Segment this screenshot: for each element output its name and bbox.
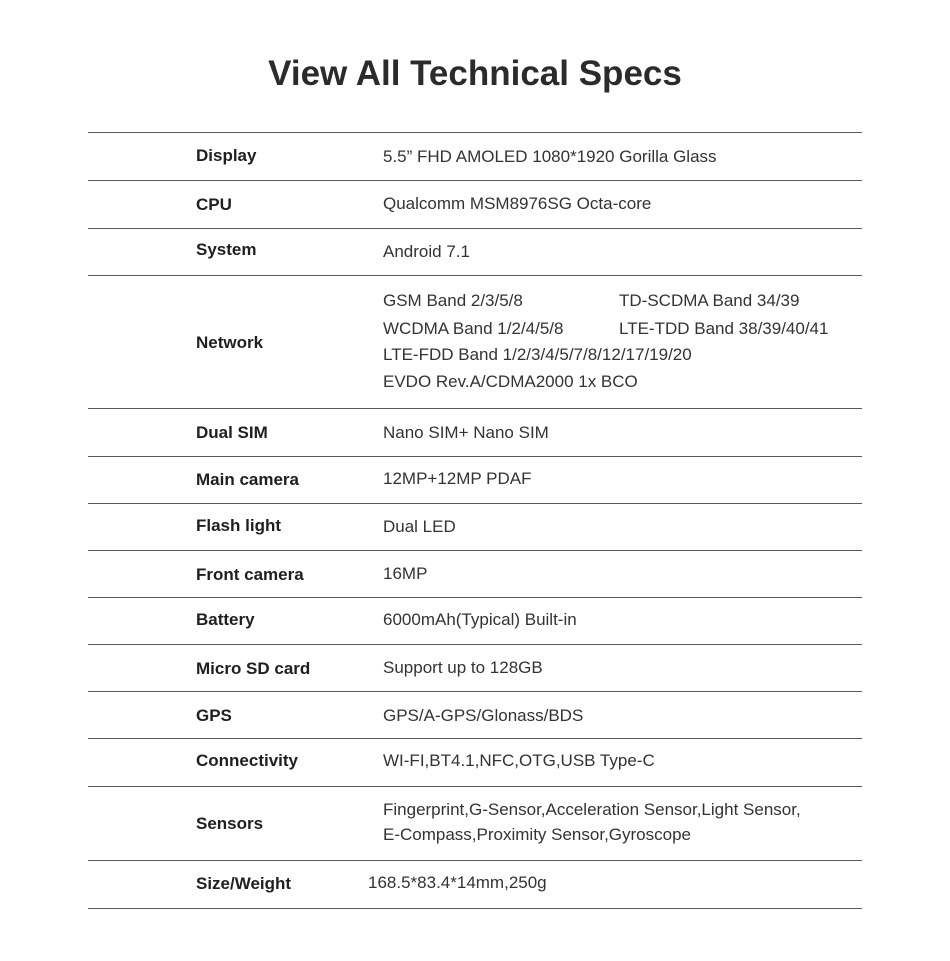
network-td-scdma: TD-SCDMA Band 34/39 xyxy=(619,291,800,310)
page-title: View All Technical Specs xyxy=(268,54,682,93)
sensors-line-2: E-Compass,Proximity Sensor,Gyroscope xyxy=(383,825,691,844)
spec-label: Main camera xyxy=(196,470,299,489)
spec-row-connectivity xyxy=(88,739,862,787)
spec-row-front-camera xyxy=(88,551,862,598)
spec-row-battery xyxy=(88,598,862,645)
spec-label: Network xyxy=(196,333,264,352)
spec-label: Flash light xyxy=(196,516,281,535)
spec-table xyxy=(88,132,862,909)
spec-row-micro-sd xyxy=(88,645,862,692)
spec-row-network xyxy=(88,276,862,409)
spec-value: 12MP+12MP PDAF xyxy=(383,469,532,488)
network-evdo: EVDO Rev.A/CDMA2000 1x BCO xyxy=(383,372,638,391)
network-lte-fdd: LTE-FDD Band 1/2/3/4/5/7/8/12/17/19/20 xyxy=(383,345,692,364)
sensors-line-1: Fingerprint,G-Sensor,Acceleration Sensor,Light Sensor, xyxy=(383,800,801,819)
spec-row-size-weight xyxy=(88,861,862,909)
spec-label: Connectivity xyxy=(196,751,299,770)
network-gsm: GSM Band 2/3/5/8 xyxy=(383,291,523,310)
spec-value: Nano SIM+ Nano SIM xyxy=(383,423,549,442)
spec-value: WI-FI,BT4.1,NFC,OTG,USB Type-C xyxy=(383,751,655,770)
spec-label: Dual SIM xyxy=(196,423,268,442)
spec-row-sensors xyxy=(88,787,862,861)
network-wcdma: WCDMA Band 1/2/4/5/8 xyxy=(383,319,564,338)
spec-row-dual-sim xyxy=(88,409,862,457)
spec-value: Android 7.1 xyxy=(383,242,470,261)
spec-value: 5.5” FHD AMOLED 1080*1920 Gorilla Glass xyxy=(383,147,717,166)
spec-value: GPS/A-GPS/Glonass/BDS xyxy=(383,706,584,725)
spec-row-system xyxy=(88,229,862,276)
spec-value: Qualcomm MSM8976SG Octa-core xyxy=(383,194,652,213)
spec-label: Size/Weight xyxy=(196,874,292,893)
spec-label: Front camera xyxy=(196,565,304,584)
spec-label: GPS xyxy=(196,706,232,725)
spec-label: Sensors xyxy=(196,814,264,833)
spec-row-display xyxy=(88,133,862,181)
spec-value: Dual LED xyxy=(383,517,456,536)
spec-value: Support up to 128GB xyxy=(383,658,543,677)
spec-value: 16MP xyxy=(383,564,428,583)
spec-row-flash-light xyxy=(88,504,862,551)
spec-value: 168.5*83.4*14mm,250g xyxy=(368,873,547,892)
spec-label: System xyxy=(196,240,257,259)
spec-label: Battery xyxy=(196,610,255,629)
spec-row-gps xyxy=(88,692,862,739)
spec-label: CPU xyxy=(196,195,232,214)
network-lte-tdd: LTE-TDD Band 38/39/40/41 xyxy=(619,319,829,338)
spec-row-cpu xyxy=(88,181,862,229)
spec-row-main-camera xyxy=(88,457,862,504)
spec-value: 6000mAh(Typical) Built-in xyxy=(383,610,577,629)
spec-label: Micro SD card xyxy=(196,659,311,678)
spec-label: Display xyxy=(196,146,257,165)
